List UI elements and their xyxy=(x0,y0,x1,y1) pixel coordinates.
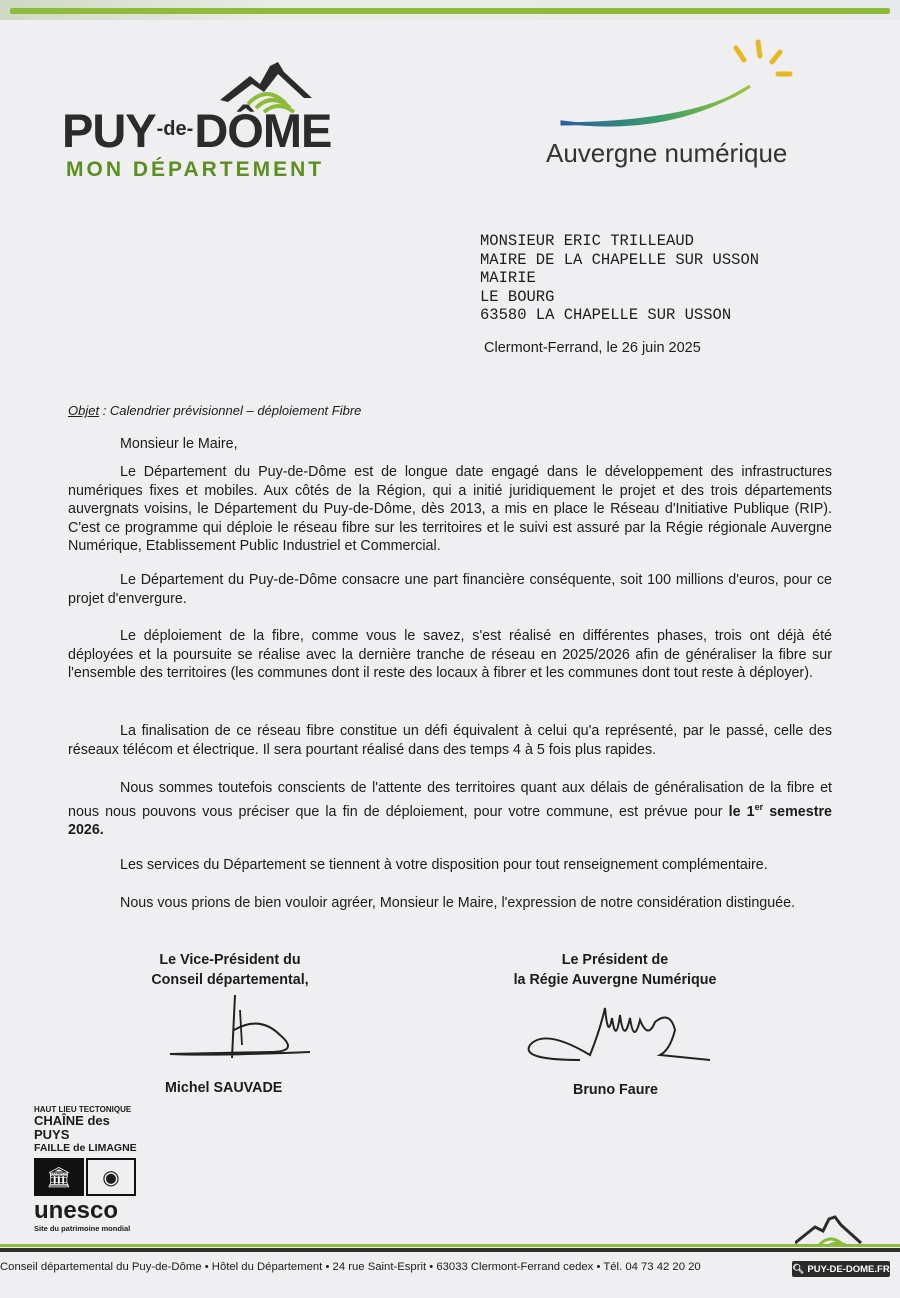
subject-line: Objet : Calendrier prévisionnel – déploiement Fibre xyxy=(68,403,362,418)
signature-right-title: Le Président de la Régie Auvergne Numérique xyxy=(513,952,717,988)
address-line: MAIRIE xyxy=(480,269,536,287)
logo-title: $PUY^{-de-}DÔME$ xyxy=(62,104,332,157)
subject-text: Calendrier prévisionnel – déploiement Fibre xyxy=(109,403,362,418)
signature-left-name: Michel SAUVADE xyxy=(165,1080,283,1096)
paragraph-6: Les services du Département se tiennent à votre disposition pour tout renseignement complémentaire. xyxy=(120,857,768,873)
sun-swoosh-icon xyxy=(540,38,840,138)
unesco-badge: HAUT LIEU TECTONIQUE CHAÎNE des PUYS FAILLE de LIMAGNE 🏛 ◉ unesco Site du patrimoine mondial xyxy=(34,1105,137,1233)
address-line: LE BOURG xyxy=(480,287,555,306)
footer-mountain-icon xyxy=(795,1215,865,1247)
top-color-strip xyxy=(0,0,900,20)
paragraph-2: Le Département du Puy-de-Dôme consacre une part financière conséquente, soit 100 millions d'euros, pour ce projet d'envergure. xyxy=(68,572,832,607)
recipient-address xyxy=(480,232,759,325)
footer-rule xyxy=(0,1248,900,1252)
address-line: MAIRE DE LA CHAPELLE SUR USSON xyxy=(480,250,760,269)
signature-left-handwriting xyxy=(150,990,320,1070)
paragraph-4: La finalisation de ce réseau fibre constitue un défi équivalent à celui qu'a représenté, par le passé, celle des réseaux télécom et électrique. Il sera pourtant réalisé dans des temps 4 à 5 fois plus rapides. xyxy=(68,723,832,758)
unesco-temple-icon: 🏛 xyxy=(34,1158,84,1196)
world-heritage-icon: ◉ xyxy=(86,1158,136,1196)
paragraph-5: Nous sommes toutefois conscients de l'attente des territoires quant aux délais de généralisation de la fibre et nous nous pouvons vous préciser que la fin de déploiement, pour votre commune, est prévue pour le 1er semestre 2026. xyxy=(68,780,832,838)
date-line: Clermont-Ferrand, le 26 juin 2025 xyxy=(484,340,701,356)
paragraph-3: Le déploiement de la fibre, comme vous le savez, s'est réalisé en différentes phases, trois ont déjà été déployées et la poursuite se réalise avec la dernière tranche de réseau en 2025/2026 afin de généraliser la fibre sur l'ensemble des territoires (les communes dont il reste des locaux à fibrer et les communes dont tout reste à déployer). xyxy=(68,628,832,681)
signature-right-name: Bruno Faure xyxy=(573,1082,658,1098)
logo-subtitle: MON DÉPARTEMENT xyxy=(66,158,325,181)
address-line: MONSIEUR ERIC TRILLEAUD xyxy=(480,232,694,250)
puy-de-dome-logo xyxy=(62,58,382,188)
signature-left-title: Le Vice-Président du Conseil départemental, xyxy=(151,952,309,988)
search-icon: 🔍︎ xyxy=(792,1263,805,1275)
footer-address: Conseil départemental du Puy-de-Dôme • Hôtel du Département • 24 rue Saint-Esprit • 63033 Clermont-Ferrand cedex • Tél. 04 73 42 20 20 xyxy=(0,1261,701,1273)
subject-label: Objet xyxy=(68,403,100,418)
signature-right-handwriting xyxy=(520,1000,720,1075)
salutation: Monsieur le Maire, xyxy=(120,436,238,452)
paragraph-7: Nous vous prions de bien vouloir agréer, Monsieur le Maire, l'expression de notre considération distinguée. xyxy=(120,895,796,911)
address-line: 63580 LA CHAPELLE SUR USSON xyxy=(480,306,732,324)
footer-green-rule xyxy=(0,1244,900,1247)
logo-name: Auvergne numérique xyxy=(546,138,788,168)
footer-website-link[interactable]: 🔍︎ PUY-DE-DOME.FR xyxy=(792,1261,890,1277)
paragraph-1: Le Département du Puy-de-Dôme est de longue date engagé dans le développement des infrastructures numériques fixes et mobiles. Aux côtés de la Région, qui a initié juridiquement le projet et des trois départements auvergnats voisins, le Département du Puy-de-Dôme, dès 2013, a mis en place le Réseau d'Initiative Publique (RIP). C'est ce programme qui déploie le réseau fibre sur les territoires et le suivi est assuré par la Régie régionale Auvergne Numérique, Etablissement Public Industriel et Commercial. xyxy=(68,464,832,554)
auvergne-numerique-logo xyxy=(540,38,840,178)
